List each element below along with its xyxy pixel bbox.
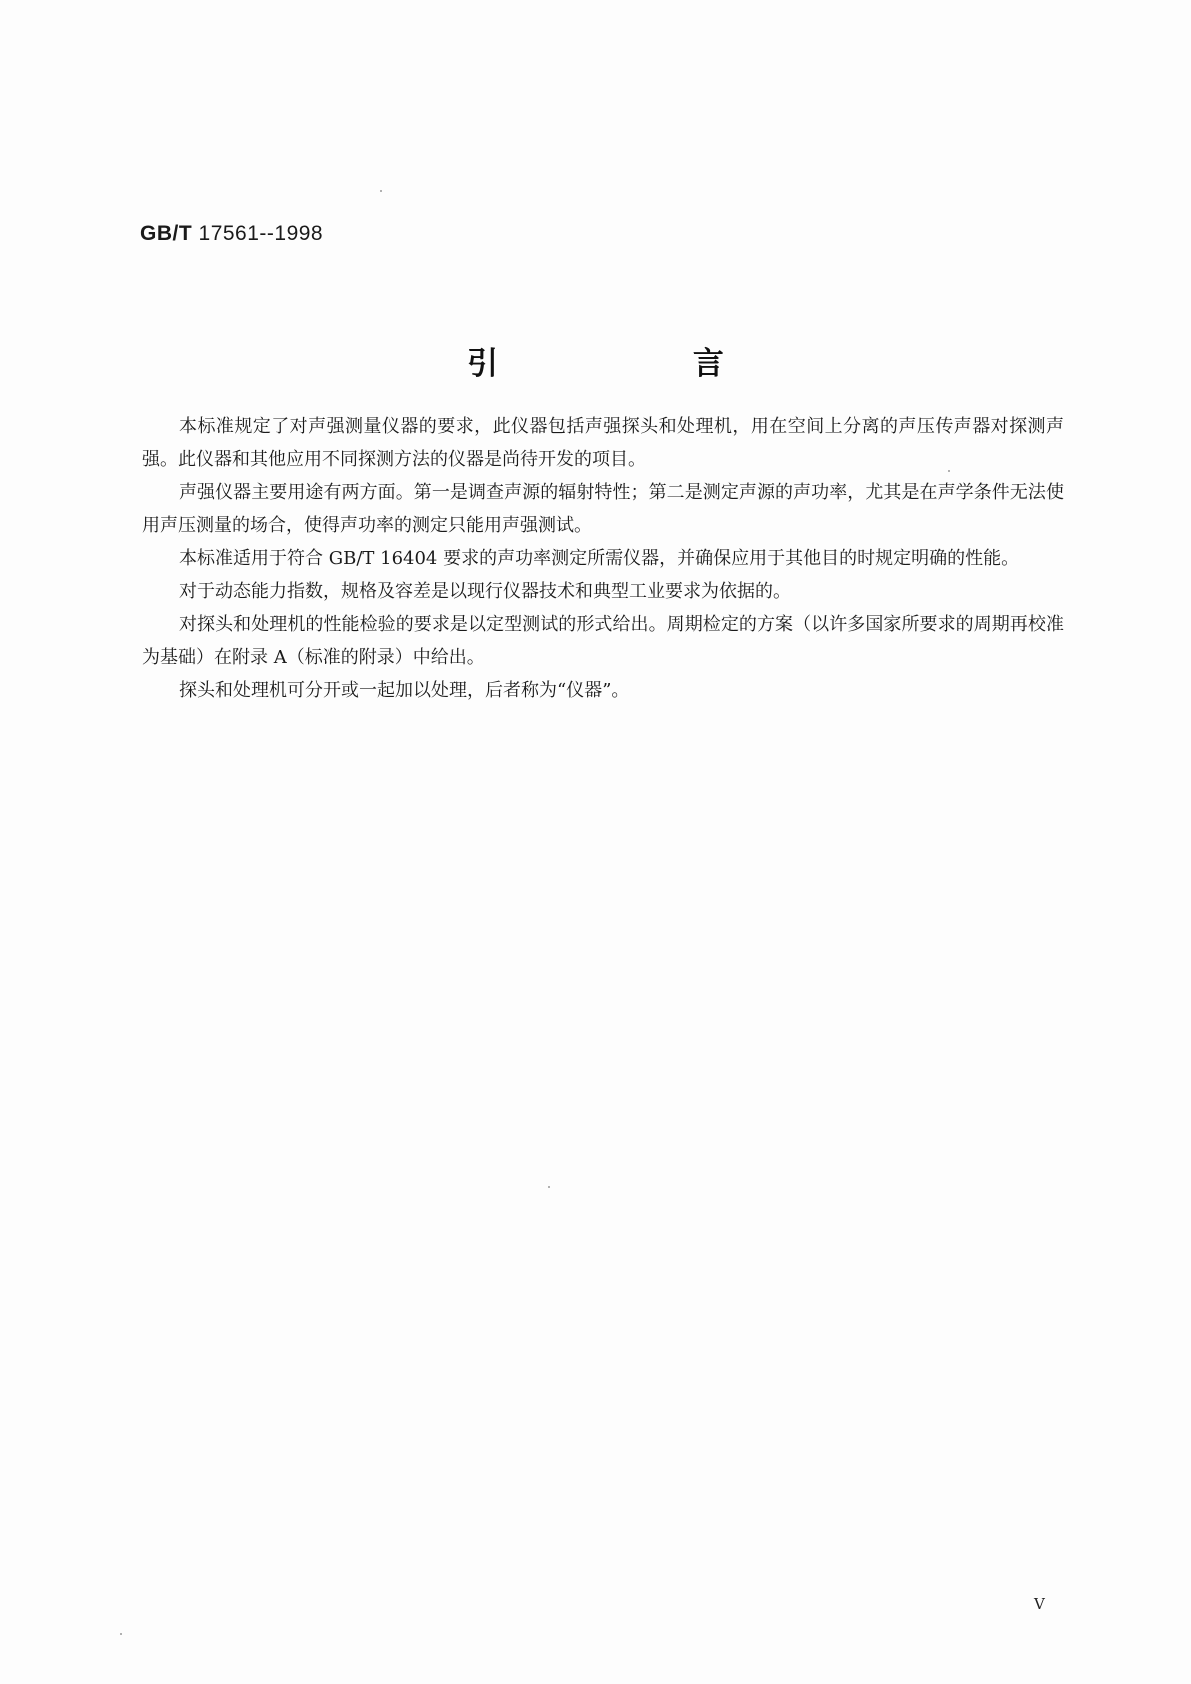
section-title: 引 言 [467, 346, 816, 382]
page-number: V [1034, 1595, 1045, 1613]
scan-speck [548, 1186, 550, 1188]
scan-speck [948, 470, 950, 472]
scan-speck [380, 190, 382, 192]
standard-code [140, 222, 323, 246]
paragraph-3: 本标准适用于符合 GB/T 16404 要求的声功率测定所需仪器，并确保应用于其他目的时规定明确的性能。 [179, 548, 1020, 569]
paragraph-5: 对探头和处理机的性能检验的要求是以定型测试的形式给出。周期检定的方案（以许多国家所要求的周期再校准为基础）在附录 A（标准的附录）中给出。 [142, 614, 1064, 668]
body-text [142, 410, 1064, 707]
scan-speck [120, 1633, 122, 1635]
paragraph-1: 本标准规定了对声强测量仪器的要求，此仪器包括声强探头和处理机，用在空间上分离的声压传声器对探测声强。此仪器和其他应用不同探测方法的仪器是尚待开发的项目。 [142, 416, 1064, 470]
paragraph-4: 对于动态能力指数，规格及容差是以现行仪器技术和典型工业要求为依据的。 [179, 581, 791, 602]
standard-code-prefix: GB/T [140, 222, 193, 245]
standard-code-number: 17561--1998 [198, 222, 324, 245]
paragraph-6: 探头和处理机可分开或一起加以处理，后者称为“仪器”。 [179, 680, 630, 701]
paragraph-2: 声强仪器主要用途有两方面。第一是调查声源的辐射特性；第二是测定声源的声功率，尤其是在声学条件无法使用声压测量的场合，使得声功率的测定只能用声强测试。 [142, 482, 1064, 536]
